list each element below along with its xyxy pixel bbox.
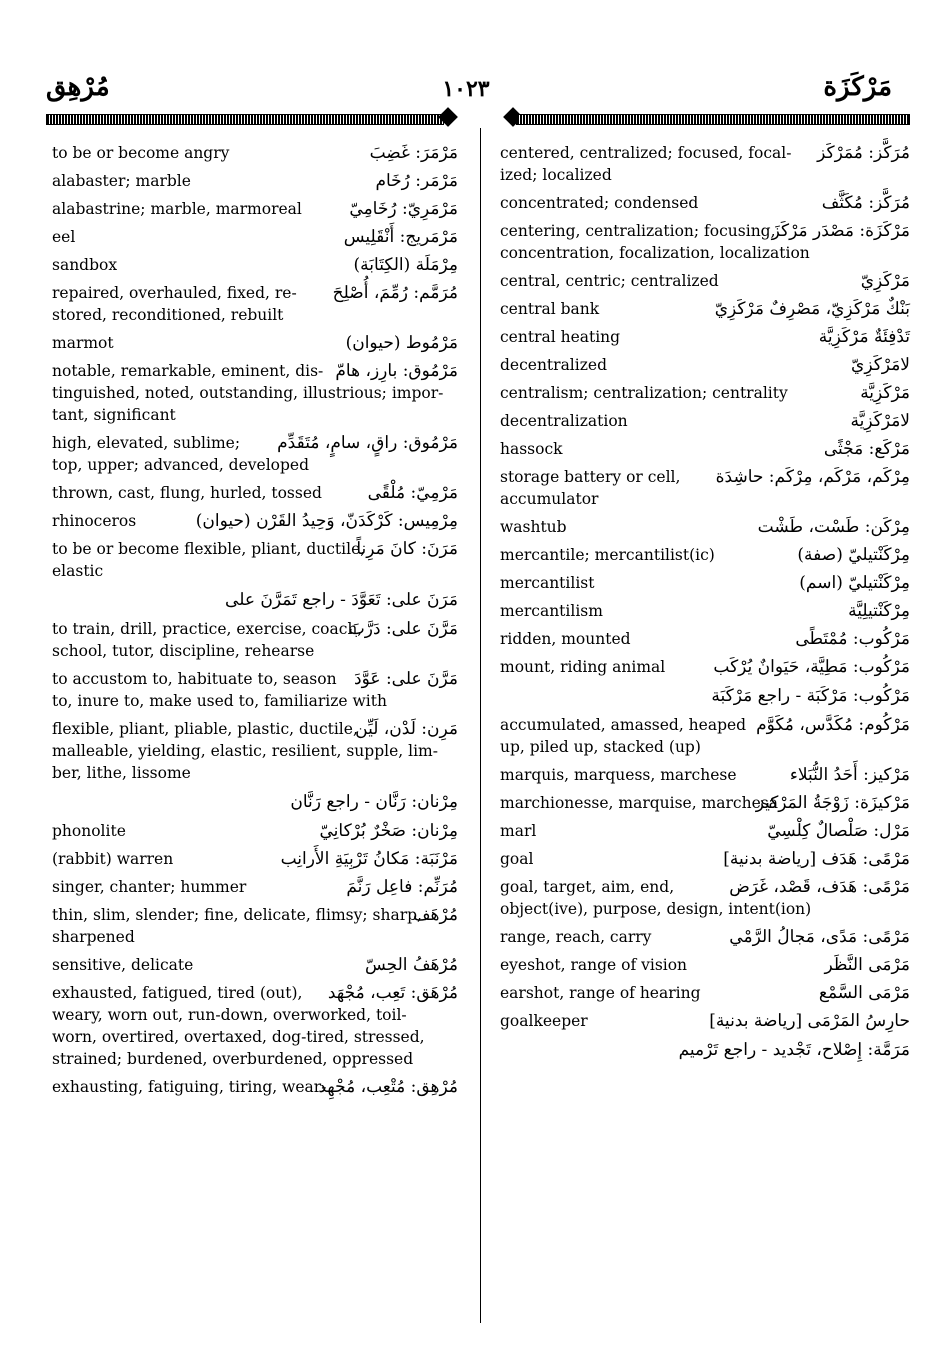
dictionary-entry xyxy=(52,142,458,164)
english-definition: marmot xyxy=(52,334,114,352)
dictionary-entry xyxy=(500,572,910,594)
arabic-cross-reference: مَرْكُوب: مَرْكَبَة - راجع مَرْكَبَة xyxy=(711,686,910,706)
dictionary-entry xyxy=(500,926,910,948)
dictionary-entry xyxy=(500,684,910,708)
entry-line xyxy=(52,198,458,220)
english-definition: goalkeeper xyxy=(500,1012,588,1030)
dictionary-entry xyxy=(500,544,910,566)
entry-line xyxy=(500,410,910,432)
dictionary-entry xyxy=(500,326,910,348)
arabic-headword: مِرْنان: صَخْرٌ بُرْكانِيّ xyxy=(319,821,458,841)
entry-line xyxy=(500,382,910,404)
dictionary-entry xyxy=(52,820,458,842)
dictionary-entry xyxy=(52,982,458,1070)
dictionary-entry xyxy=(52,510,458,532)
entry-line xyxy=(52,482,458,504)
entry-line xyxy=(52,282,458,304)
english-definition: marquis, marquess, marchese xyxy=(500,766,737,784)
english-definition: thrown, cast, flung, hurled, tossed xyxy=(52,484,322,502)
entry-line xyxy=(500,792,910,814)
english-definition: eyeshot, range of vision xyxy=(500,956,688,974)
arabic-headword: مِرْكَم، مَرْكَم، مِرْكَم: حاشِدَة xyxy=(715,467,910,487)
header-rule-left xyxy=(46,114,444,125)
arabic-headword: مَرَنَ: كانَ مَرِناً xyxy=(356,539,458,559)
definition-continuation: up, piled up, stacked (up) xyxy=(500,738,701,756)
entry-line xyxy=(500,354,910,376)
definition-continuation: elastic xyxy=(52,562,104,580)
english-definition: accumulated, amassed, heaped xyxy=(500,716,747,734)
arabic-headword: مَرْل: صَلْصالٌ كِلْسِيّ xyxy=(767,821,910,841)
arabic-headword: مُرْهَق: تَعِب، مُجْهَد xyxy=(327,983,458,1003)
arabic-headword: مَرَّنَ على: دَرَّبَ xyxy=(348,619,458,639)
entry-line xyxy=(500,572,910,594)
header-guide-word-left: مُرْهِق xyxy=(46,72,110,102)
arabic-headword: مِرْكَنْتيلِيَّة xyxy=(848,601,910,621)
arabic-headword: مِرْكَن: طَسْت، طَشْت xyxy=(757,517,910,537)
dictionary-entry xyxy=(500,764,910,786)
page-number: ١٠٢٣ xyxy=(442,76,490,102)
dictionary-entry xyxy=(500,298,910,320)
arabic-cross-reference: مَرَنَ على: تَعَوَّدَ - راجع تَمَرَّنَ على xyxy=(225,590,458,610)
arabic-headword: مِرْكَنْتيليّ (اسم) xyxy=(799,573,910,593)
dictionary-entry xyxy=(52,282,458,326)
dictionary-entry xyxy=(52,848,458,870)
english-definition: earshot, range of hearing xyxy=(500,984,701,1002)
entry-line xyxy=(52,254,458,276)
definition-continuation: accumulator xyxy=(500,490,599,508)
english-definition: exhausting, fatiguing, tiring, wear- xyxy=(52,1078,327,1096)
arabic-headword: مَرْمِيّ: مُلْقًى xyxy=(367,483,458,503)
entry-line xyxy=(500,600,910,622)
entry-line xyxy=(52,954,458,976)
arabic-headword: تَدْفِئَةٌ مَرْكَزِيَّة xyxy=(818,327,910,347)
arabic-headword: مَرْكُوم: مُكَدَّس، مُكَوَّم xyxy=(756,715,910,735)
dictionary-entry xyxy=(52,332,458,354)
entry-line xyxy=(52,226,458,248)
english-definition: sensitive, delicate xyxy=(52,956,194,974)
dictionary-entry xyxy=(500,438,910,460)
dictionary-entry xyxy=(500,192,910,214)
entry-line xyxy=(52,170,458,192)
definition-continuation: to, inure to, make used to, familiarize with xyxy=(52,692,387,710)
entry-line xyxy=(500,192,910,214)
dictionary-entry xyxy=(500,382,910,404)
entry-line xyxy=(52,820,458,842)
arabic-headword: مَرْمًى: هَدَف [رياضة بدنية] xyxy=(723,849,910,869)
arabic-headword: حارِسُ المَرْمَى [رياضة بدنية] xyxy=(709,1011,910,1031)
english-definition: central bank xyxy=(500,300,600,318)
definition-continuation: tant, significant xyxy=(52,406,176,424)
arabic-headword: مُرَكَّز: مُمَرْكَز xyxy=(817,143,910,163)
entry-line xyxy=(52,142,458,164)
dictionary-entry xyxy=(52,360,458,426)
english-definition: goal xyxy=(500,850,534,868)
entry-line xyxy=(52,538,458,560)
entry-line xyxy=(52,360,458,382)
entry-line xyxy=(500,298,910,320)
arabic-headword: مَرْمَرِيّ: رُخَامِيّ xyxy=(349,199,458,219)
dictionary-entry xyxy=(500,876,910,920)
english-definition: eel xyxy=(52,228,76,246)
arabic-headword: مُرَنِّم: فاعِل رَنَّمَ xyxy=(346,877,458,897)
dictionary-entry xyxy=(500,954,910,976)
arabic-headword: مَرْكَزِيَّة xyxy=(860,383,910,403)
dictionary-entry xyxy=(500,600,910,622)
dictionary-entry xyxy=(52,432,458,476)
english-definition: singer, chanter; hummer xyxy=(52,878,247,896)
dictionary-entry xyxy=(500,466,910,510)
entry-line xyxy=(52,718,458,740)
dictionary-entry xyxy=(52,954,458,976)
dictionary-entry xyxy=(500,516,910,538)
dictionary-entry xyxy=(500,142,910,186)
english-definition: exhausted, fatigued, tired (out), xyxy=(52,984,303,1002)
definition-continuation: sharpened xyxy=(52,928,135,946)
arabic-headword: مَرْمُوق: بارِز، هامّ xyxy=(335,361,458,381)
arabic-headword: مَرْمَر: رُخَام xyxy=(375,171,458,191)
dictionary-entry xyxy=(500,820,910,842)
dictionary-entry xyxy=(500,270,910,292)
dictionary-entry xyxy=(500,410,910,432)
arabic-headword: مَرْكيزَة: زَوْجَةُ المَرْكيز xyxy=(755,793,910,813)
definition-continuation: ized; localized xyxy=(500,166,612,184)
english-definition: to train, drill, practice, exercise, coach, xyxy=(52,620,363,638)
entry-line xyxy=(52,510,458,532)
english-definition: phonolite xyxy=(52,822,126,840)
english-definition: thin, slim, slender; fine, delicate, flimsy; sharp, xyxy=(52,906,422,924)
entry-line xyxy=(52,904,458,926)
english-definition: high, elevated, sublime; xyxy=(52,434,241,452)
entry-line xyxy=(500,764,910,786)
entry-line xyxy=(500,1010,910,1032)
english-definition: to be or become angry xyxy=(52,144,230,162)
english-definition: rhinoceros xyxy=(52,512,137,530)
dictionary-entry xyxy=(52,904,458,948)
english-definition: storage battery or cell, xyxy=(500,468,681,486)
entry-line xyxy=(52,876,458,898)
english-definition: range, reach, carry xyxy=(500,928,652,946)
dictionary-entry xyxy=(500,656,910,678)
arabic-headword: بَنْكٌ مَرْكَزِيّ، مَصْرِفٌ مَرْكَزِيّ xyxy=(714,299,910,319)
english-definition: mount, riding animal xyxy=(500,658,666,676)
dictionary-entry xyxy=(52,618,458,662)
english-definition: decentralization xyxy=(500,412,628,430)
entry-line xyxy=(500,656,910,678)
english-definition: alabastrine; marble, marmoreal xyxy=(52,200,302,218)
arabic-cross-reference: مَرَمَّة: إِصْلاح، تَجْديد - راجع تَرْميم xyxy=(678,1040,910,1060)
dictionary-entry xyxy=(52,718,458,784)
entry-line xyxy=(500,820,910,842)
arabic-headword: مَرْمَى النَّظَر xyxy=(824,955,910,975)
english-definition: notable, remarkable, eminent, dis- xyxy=(52,362,324,380)
entry-line xyxy=(52,982,458,1004)
english-definition: ridden, mounted xyxy=(500,630,631,648)
arabic-headword: مَرْمَريج: أَنْقَلِيس xyxy=(343,227,458,247)
entry-line xyxy=(500,954,910,976)
left-column xyxy=(52,142,458,1104)
definition-continuation: tinguished, noted, outstanding, illustrious; impor- xyxy=(52,384,444,402)
definition-continuation: school, tutor, discipline, rehearse xyxy=(52,642,315,660)
english-definition: central heating xyxy=(500,328,621,346)
english-definition: alabaster; marble xyxy=(52,172,191,190)
arabic-headword: مُرْهِق: مُتْعِب، مُجْهِد xyxy=(318,1077,458,1097)
arabic-headword: مَرْمُوق: راقٍ، سامٍ، مُتَقَدِّم xyxy=(277,433,458,453)
english-definition: centralism; centralization; centrality xyxy=(500,384,788,402)
english-definition: centering, centralization; focusing, xyxy=(500,222,776,240)
entry-line xyxy=(500,982,910,1004)
dictionary-entry xyxy=(52,538,458,582)
arabic-headword: مُرَكَّز: مُكَثَّف xyxy=(821,193,910,213)
column-divider xyxy=(480,128,481,1323)
english-definition: to be or become flexible, pliant, ductile, xyxy=(52,540,366,558)
definition-continuation: concentration, focalization, localization xyxy=(500,244,810,262)
dictionary-entry xyxy=(500,848,910,870)
english-definition: mercantile; mercantilist(ic) xyxy=(500,546,715,564)
entry-line xyxy=(52,618,458,640)
arabic-headword: مَرْمُوط (حيوان) xyxy=(345,333,458,353)
arabic-headword: مَرَّنَ على: عَوَّدَ xyxy=(354,669,458,689)
dictionary-entry xyxy=(52,876,458,898)
english-definition: concentrated; condensed xyxy=(500,194,699,212)
dictionary-entry xyxy=(52,1076,458,1098)
english-definition: centered, centralized; focused, focal- xyxy=(500,144,792,162)
dictionary-entry xyxy=(500,354,910,376)
dictionary-entry xyxy=(500,792,910,814)
entry-line xyxy=(52,848,458,870)
entry-line xyxy=(52,668,458,690)
entry-line xyxy=(52,332,458,354)
dictionary-entry xyxy=(52,482,458,504)
dictionary-entry xyxy=(52,588,458,612)
english-definition: washtub xyxy=(500,518,567,536)
dictionary-entry xyxy=(52,668,458,712)
english-definition: to accustom to, habituate to, season xyxy=(52,670,337,688)
english-definition: (rabbit) warren xyxy=(52,850,174,868)
definition-continuation: worn, overtired, overtaxed, dog-tired, stressed, xyxy=(52,1028,425,1046)
arabic-headword: مِرْكَنْتيليّ (صفة) xyxy=(797,545,910,565)
english-definition: central, centric; centralized xyxy=(500,272,719,290)
dictionary-entry xyxy=(52,198,458,220)
english-definition: marchionesse, marquise, marchesa xyxy=(500,794,778,812)
entry-line xyxy=(500,326,910,348)
entry-line xyxy=(500,142,910,164)
dictionary-entry xyxy=(52,170,458,192)
dictionary-entry xyxy=(52,226,458,248)
arabic-headword: مَرْمًى: مَدًى، مَجالُ الرَّمْي xyxy=(729,927,910,947)
entry-line xyxy=(500,848,910,870)
dictionary-entry xyxy=(500,714,910,758)
arabic-headword: مَرِن: لَدْن، لَيِّن xyxy=(355,719,458,739)
dictionary-entry xyxy=(52,254,458,276)
english-definition: mercantilist xyxy=(500,574,595,592)
header-guide-word-right: مَرْكَزَة xyxy=(823,72,892,102)
entry-line xyxy=(500,714,910,736)
entry-line xyxy=(500,466,910,488)
arabic-headword: مِرْمَلَة (الكِتَابَة) xyxy=(353,255,458,275)
dictionary-entry xyxy=(500,220,910,264)
entry-line xyxy=(500,220,910,242)
right-column xyxy=(500,142,910,1068)
arabic-headword: مَرْمًى: هَدَف، قَصْد، غَرَض xyxy=(729,877,910,897)
definition-continuation: malleable, yielding, elastic, resilient, supple, lim- xyxy=(52,742,438,760)
arabic-headword: مُرْهَفُ الحِسّ xyxy=(364,955,458,975)
arabic-headword: لامَرْكَزِيّ xyxy=(851,355,910,375)
arabic-headword: مَرْمَرَ: غَضِبَ xyxy=(369,143,458,163)
english-definition: sandbox xyxy=(52,256,118,274)
header-rule-right xyxy=(516,114,910,125)
definition-continuation: top, upper; advanced, developed xyxy=(52,456,309,474)
arabic-headword: مَرْكيز: أَحَدُ النُّبَلاء xyxy=(789,765,910,785)
entry-line xyxy=(500,628,910,650)
entry-line xyxy=(500,516,910,538)
dictionary-entry xyxy=(500,1010,910,1032)
entry-line xyxy=(500,438,910,460)
dictionary-entry xyxy=(500,982,910,1004)
arabic-cross-reference: مِرْنان: رَنَّان - راجع رَنَّان xyxy=(290,792,458,812)
arabic-headword: مَرْنَبَة: مَكانُ تَرْبِيَةِ الأَرانِب xyxy=(280,849,458,869)
dictionary-entry xyxy=(52,790,458,814)
english-definition: marl xyxy=(500,822,537,840)
definition-continuation: ber, lithe, lissome xyxy=(52,764,191,782)
arabic-headword: مَرْكَزَة: مَصْدَر مَرْكَزَ xyxy=(771,221,910,241)
arabic-headword: مِرْمِيس: كَرْكَدَنّ، وَحِيدُ القَرْن (حيوان) xyxy=(195,511,458,531)
arabic-headword: لامَرْكَزِيَّة xyxy=(850,411,910,431)
english-definition: goal, target, aim, end, xyxy=(500,878,675,896)
arabic-headword: مَرْكَع: مَجْثًى xyxy=(823,439,910,459)
definition-continuation: stored, reconditioned, rebuilt xyxy=(52,306,284,324)
english-definition: decentralized xyxy=(500,356,607,374)
arabic-headword: مَرْكُوب: مُمْتَطًى xyxy=(795,629,910,649)
dictionary-entry xyxy=(500,1038,910,1062)
dictionary-entry xyxy=(500,628,910,650)
definition-continuation: weary, worn out, run-down, overworked, toil- xyxy=(52,1006,407,1024)
english-definition: repaired, overhauled, fixed, re- xyxy=(52,284,297,302)
english-definition: hassock xyxy=(500,440,563,458)
entry-line xyxy=(500,926,910,948)
definition-continuation: object(ive), purpose, design, intent(ion) xyxy=(500,900,812,918)
arabic-headword: مَرْكُوب: مَطِيَّة، حَيَوانٌ يُرْكَب xyxy=(713,657,910,677)
arabic-headword: مُرْهَف xyxy=(412,905,458,925)
arabic-headword: مَرْمَى السَّمْع xyxy=(818,983,910,1003)
arabic-headword: مَرْكَزِيّ xyxy=(860,271,910,291)
arabic-headword: مُرَمَّم: رُمِّمَ، أُصْلِحَ xyxy=(332,283,458,303)
english-definition: flexible, pliant, pliable, plastic, ductile, xyxy=(52,720,358,738)
entry-line xyxy=(500,876,910,898)
entry-line xyxy=(52,1076,458,1098)
entry-line xyxy=(500,270,910,292)
definition-continuation: strained; burdened, overburdened, oppressed xyxy=(52,1050,414,1068)
entry-line xyxy=(52,432,458,454)
english-definition: mercantilism xyxy=(500,602,603,620)
entry-line xyxy=(500,544,910,566)
